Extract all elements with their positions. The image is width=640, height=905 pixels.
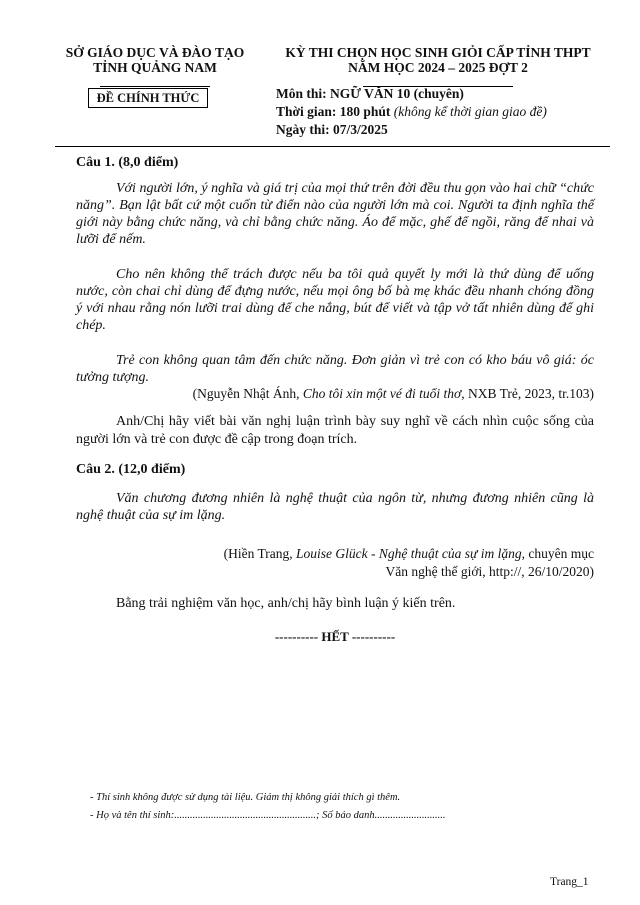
subject-label: Môn thi: <box>276 86 327 101</box>
department-line1: SỞ GIÁO DỤC VÀ ĐÀO TẠO <box>65 45 245 60</box>
time-value: 180 phút <box>339 104 391 119</box>
subject-value: NGỮ VĂN 10 (chuyên) <box>330 86 464 101</box>
time-note: (không kể thời gian giao đề) <box>393 104 547 119</box>
end-mark: ---------- HẾT ---------- <box>274 629 396 644</box>
q2-source-rest: chuyên mục <box>528 546 594 561</box>
department-line2: TỈNH QUẢNG NAM <box>93 60 217 75</box>
time-label: Thời gian: <box>276 104 337 119</box>
exam-title-line1: KỲ THI CHỌN HỌC SINH GIỎI CẤP TỈNH THPT <box>285 45 591 60</box>
header-underline <box>100 86 210 87</box>
footer-note-1: - Thí sinh không được sử dụng tài liệu. Giám thị không giải thích gì thêm. <box>90 792 401 803</box>
page-number: Trang_1 <box>550 876 589 888</box>
date-value: 07/3/2025 <box>333 122 388 137</box>
question-2-task: Bằng trải nghiệm văn học, anh/chị hãy bình luận ý kiến trên. <box>116 596 456 611</box>
question-1-excerpt-p1: Với người lớn, ý nghĩa và giá trị của mọi thứ trên đời đều thu gọn vào hai chữ “chức năng”. Bạn lật bất cứ một cuốn từ điển nào của người lớn mà coi. Người ta định nghĩa thế giới này bằng chức năng, và chỉ bằng chức năng. Áo để mặc, ghế để ngồi, răng để nhai và lưỡi để nếm. <box>76 181 594 247</box>
department-header <box>55 45 255 90</box>
exam-title-line2: NĂM HỌC 2024 – 2025 ĐỢT 2 <box>348 60 528 75</box>
question-2-quote: Văn chương đương nhiên là nghệ thuật của ngôn từ, nhưng đương nhiên cũng là nghệ thuật của sự im lặng. <box>76 491 594 523</box>
q2-source-title: Louise Glück - Nghệ thuật của sự im lặng, <box>296 546 526 561</box>
question-2-source <box>76 545 594 581</box>
question-1-title: Câu 1. (8,0 điểm) <box>76 155 179 170</box>
exam-header <box>268 45 608 90</box>
q1-source-author: (Nguyễn Nhật Ánh, <box>192 386 300 401</box>
q2-source-author: (Hiền Trang, <box>223 546 293 561</box>
q1-source-rest: , NXB Trẻ, 2023, tr.103) <box>461 386 594 401</box>
question-2-title: Câu 2. (12,0 điểm) <box>76 462 186 477</box>
subject-line <box>276 86 464 102</box>
date-label: Ngày thi: <box>276 122 330 137</box>
date-line <box>276 122 388 138</box>
time-line <box>276 104 547 120</box>
official-exam-box: ĐỀ CHÍNH THỨC <box>88 88 208 108</box>
q1-source-title: Cho tôi xin một vé đi tuổi thơ <box>302 386 462 401</box>
footer-note-2: - Họ và tên thí sinh:......................................................; Số báo danh........................... <box>90 810 446 821</box>
q2-source-line2: Văn nghệ thế giới, http://, 26/10/2020) <box>385 564 594 579</box>
header-divider <box>55 146 610 147</box>
question-1-excerpt-p2: Cho nên không thể trách được nếu ba tôi quả quyết ly mới là thứ dùng để uống nước, còn chai chỉ dùng để đựng nước, nếu mọi ông bố bà mẹ khác đều nhanh chóng đồng ý với nhau rằng nón lưỡi trai dùng để che nắng, bút để viết và tập vở tất nhiên dùng để ghi chép. <box>76 267 594 333</box>
question-1-source <box>76 385 594 402</box>
question-1-excerpt-p3: Trẻ con không quan tâm đến chức năng. Đơn giản vì trẻ con có kho báu vô giá: óc tưởng tượng. <box>76 353 594 385</box>
question-1-task: Anh/Chị hãy viết bài văn nghị luận trình bày suy nghĩ về cách nhìn cuộc sống của người lớn và trẻ con được đề cập trong đoạn trích. <box>76 414 594 447</box>
